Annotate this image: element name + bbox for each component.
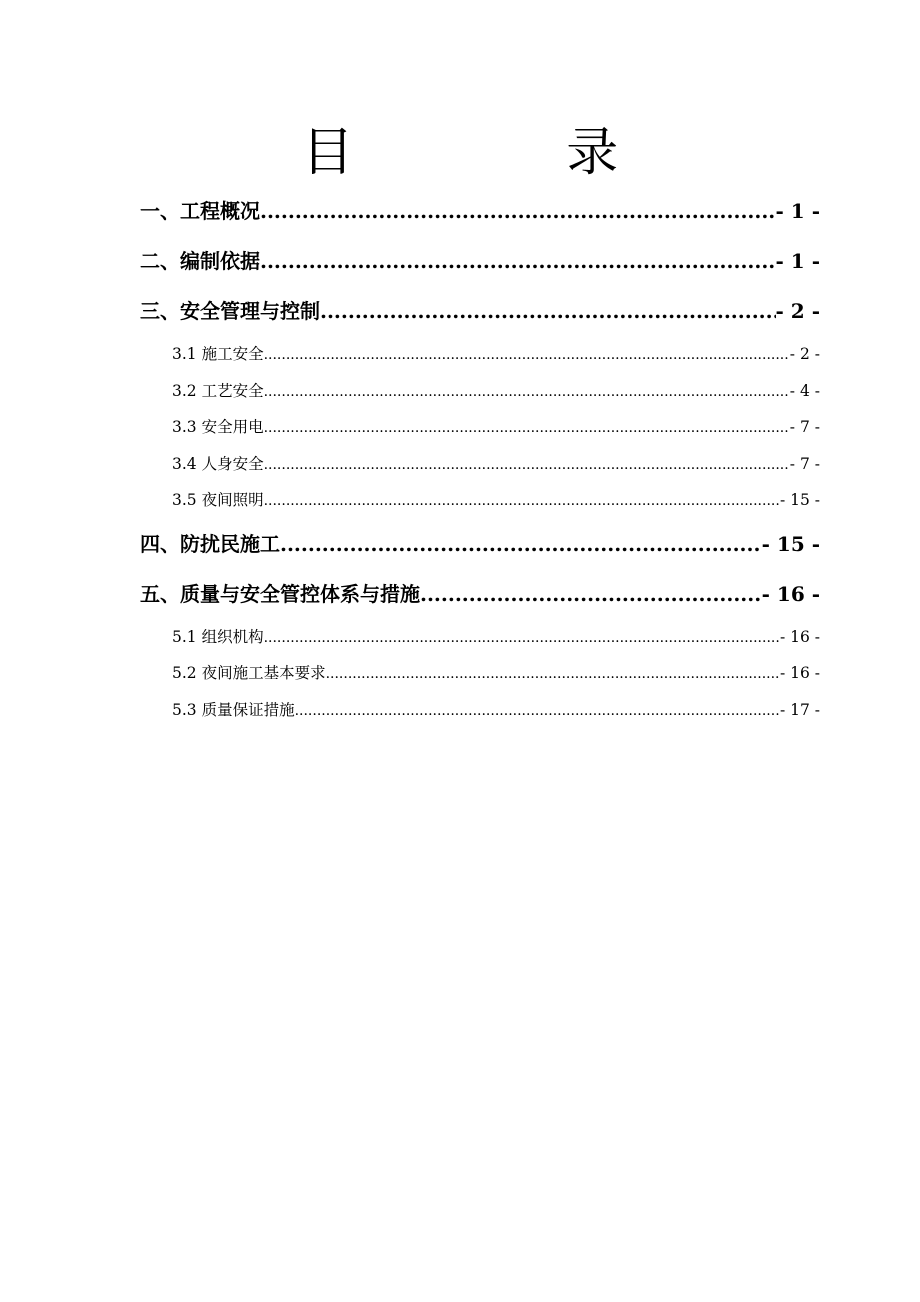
toc-page-number: - 4 - <box>789 381 820 400</box>
dot-leader <box>326 656 780 693</box>
toc-subentry[interactable] <box>140 446 820 483</box>
toc-page-number: - 1 - <box>775 199 820 223</box>
toc-subentry[interactable] <box>140 482 820 519</box>
dot-leader <box>295 693 780 730</box>
toc-entry-label: 5.2 夜间施工基本要求 <box>172 664 326 682</box>
toc-entry-label: 5.1 组织机构 <box>172 627 264 646</box>
dot-leader <box>264 483 780 520</box>
toc-entry-label: 3.5 夜间照明 <box>172 491 264 509</box>
dot-leader <box>260 236 776 286</box>
toc-page-number: - 2 - <box>789 345 820 363</box>
toc-subentry[interactable] <box>140 409 820 446</box>
toc-page-number: - 2 - <box>775 299 820 323</box>
toc-entry-label: 五、质量与安全管控体系与措施 <box>140 581 420 606</box>
toc-entry-label: 3.4 人身安全 <box>172 454 264 473</box>
table-of-contents <box>140 186 820 728</box>
dot-leader <box>264 410 790 447</box>
toc-entry[interactable] <box>140 186 820 236</box>
toc-entry-label: 3.1 施工安全 <box>172 345 264 363</box>
toc-subentry[interactable] <box>140 655 820 692</box>
dot-leader <box>280 519 762 569</box>
toc-subentry[interactable] <box>140 619 820 656</box>
dot-leader <box>320 286 776 336</box>
dot-leader <box>264 620 780 657</box>
toc-page-number: - 15 - <box>779 491 820 509</box>
toc-subentry[interactable] <box>140 692 820 729</box>
toc-subentry[interactable] <box>140 336 820 373</box>
toc-subentry[interactable] <box>140 373 820 410</box>
toc-page-number: - 17 - <box>779 700 820 719</box>
toc-entry-label: 3.3 安全用电 <box>172 418 264 436</box>
dot-leader <box>264 374 790 411</box>
toc-page-number: - 15 - <box>761 531 820 556</box>
toc-page-number: - 7 - <box>789 454 820 473</box>
toc-page-number: - 16 - <box>761 581 820 606</box>
toc-entry-label: 四、防扰民施工 <box>140 531 280 556</box>
dot-leader <box>260 186 776 236</box>
toc-entry[interactable] <box>140 569 820 619</box>
dot-leader <box>420 569 762 619</box>
toc-page-number: - 16 - <box>779 627 820 646</box>
toc-entry-label: 三、安全管理与控制 <box>140 299 320 323</box>
dot-leader <box>264 447 790 484</box>
toc-page-number: - 1 - <box>775 249 820 273</box>
dot-leader <box>264 337 790 374</box>
toc-entry-label: 一、工程概况 <box>140 199 260 223</box>
toc-title: 目 录 <box>301 123 717 183</box>
toc-entry[interactable] <box>140 236 820 286</box>
toc-entry[interactable] <box>140 286 820 336</box>
toc-entry-label: 5.3 质量保证措施 <box>172 700 295 719</box>
toc-page-number: - 16 - <box>779 664 820 682</box>
toc-entry[interactable] <box>140 519 820 569</box>
toc-entry-label: 3.2 工艺安全 <box>172 381 264 400</box>
toc-page-number: - 7 - <box>789 418 820 436</box>
toc-entry-label: 二、编制依据 <box>140 249 260 273</box>
